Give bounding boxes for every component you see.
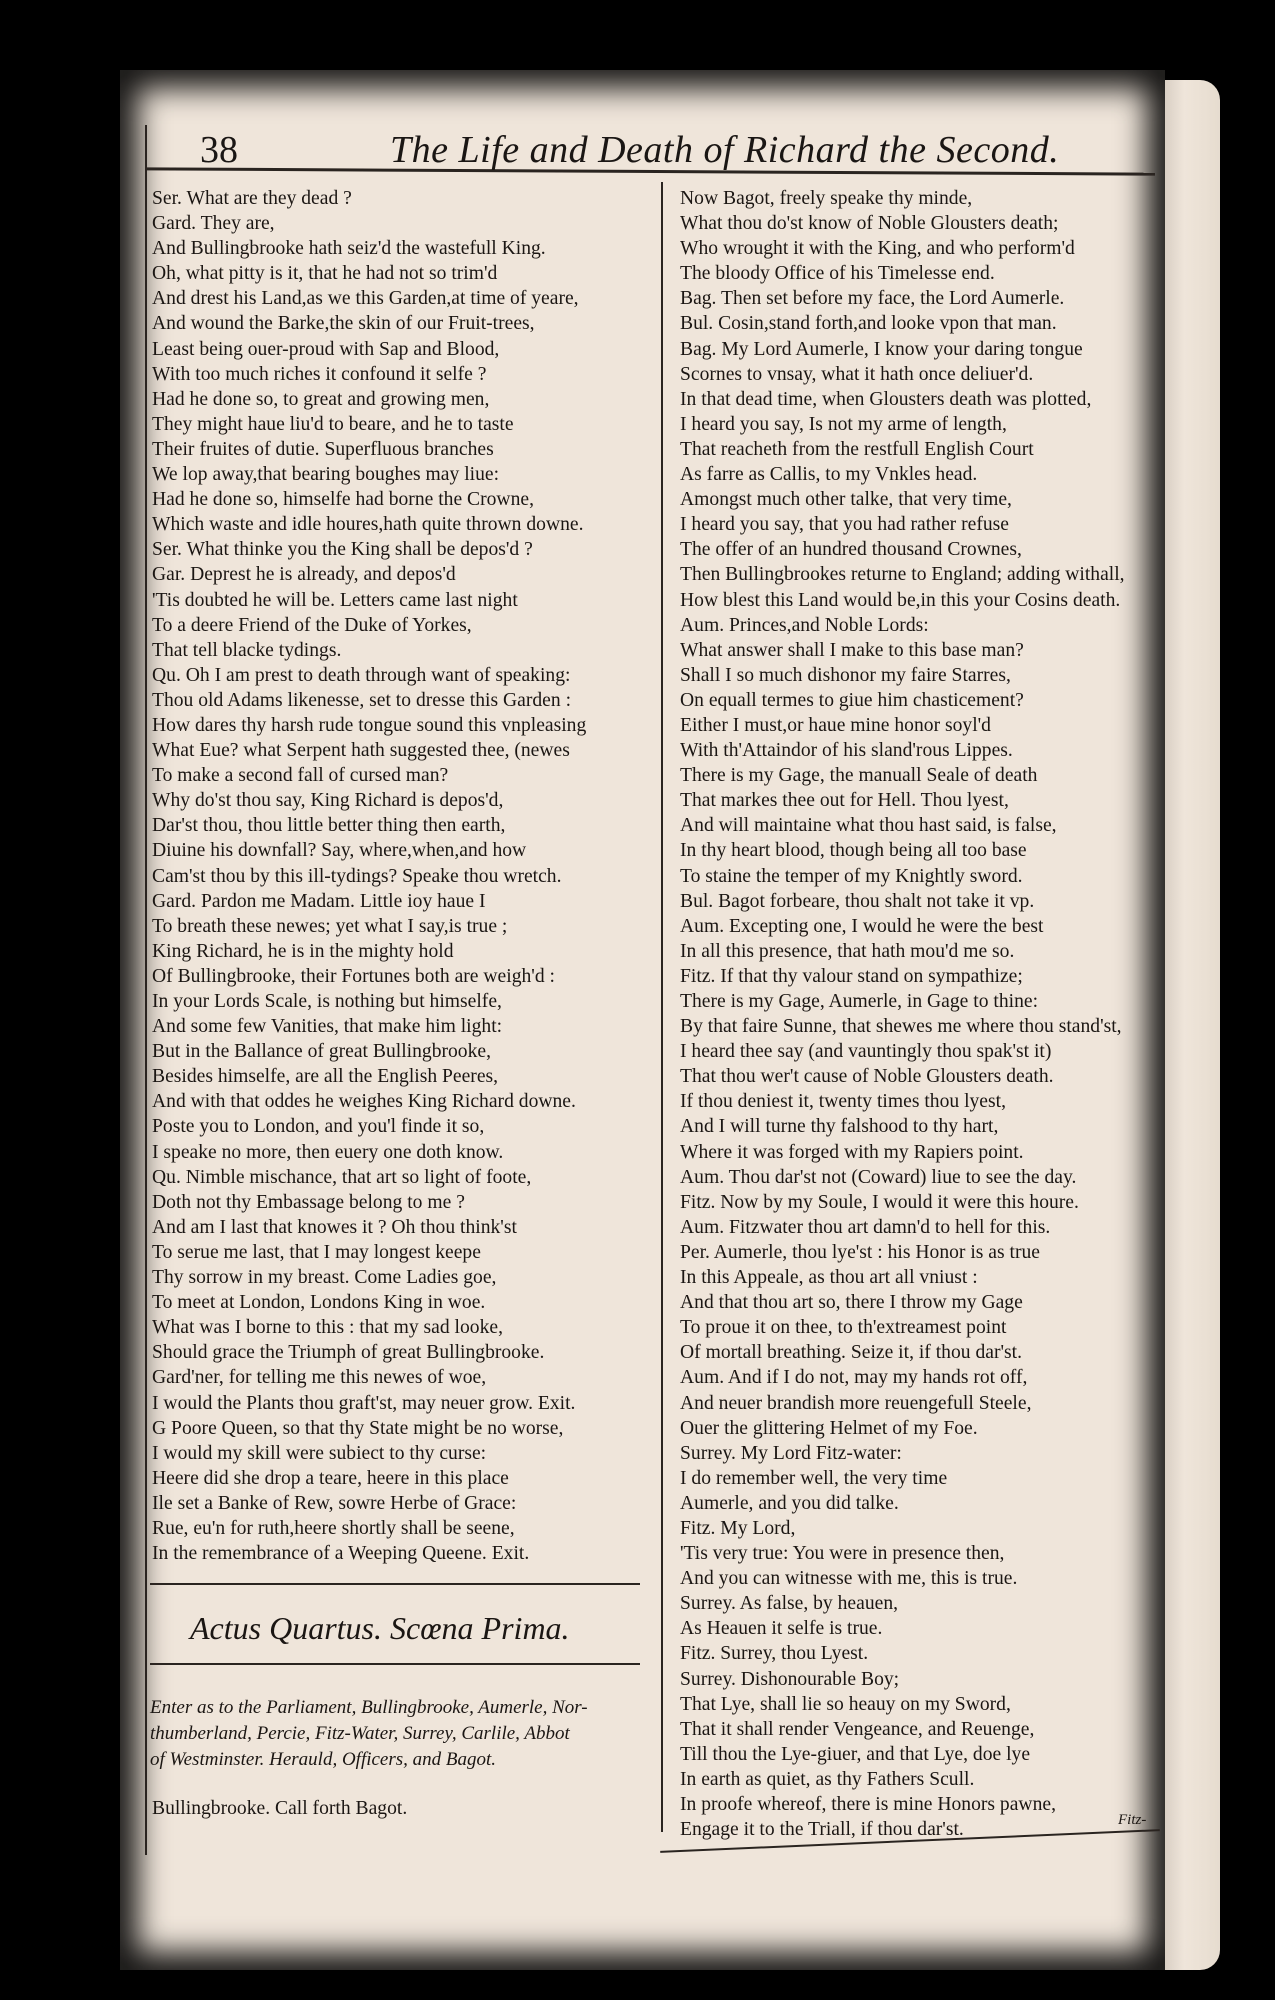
text-line: Thou old Adams likenesse, set to dresse this Garden : bbox=[152, 689, 572, 711]
text-line: Oh, what pitty is it, that he had not so trim'd bbox=[152, 263, 498, 285]
text-line: 'Tis doubted he will be. Letters came last night bbox=[152, 589, 518, 611]
text-line: Fitz. If that thy valour stand on sympathize; bbox=[680, 965, 1023, 987]
text-line: Rue, eu'n for ruth,heere shortly shall be seene, bbox=[152, 1517, 515, 1539]
text-line: 'Tis very true: You were in presence then, bbox=[680, 1543, 1005, 1565]
text-line: I heard you say, Is not my arme of length, bbox=[680, 413, 1007, 435]
text-line: Gard. Pardon me Madam. Little ioy haue I bbox=[152, 890, 486, 912]
text-line: Scornes to vnsay, what it hath once deliuer'd. bbox=[680, 363, 1034, 385]
text-line: Then Bullingbrookes returne to England; adding withall, bbox=[680, 564, 1125, 586]
text-line: As Heauen it selfe is true. bbox=[680, 1618, 883, 1640]
act-heading: Actus Quartus. Scœna Prima. bbox=[190, 1610, 570, 1646]
text-line: Had he done so, to great and growing men, bbox=[152, 388, 490, 410]
text-line: In the remembrance of a Weeping Queene. Exit. bbox=[152, 1543, 530, 1565]
text-line: Gar. Deprest he is already, and depos'd bbox=[152, 564, 456, 586]
text-line: To proue it on thee, to th'extreamest point bbox=[680, 1317, 1007, 1339]
text-line: Aum. And if I do not, may my hands rot off, bbox=[680, 1367, 1028, 1389]
text-line: Gard'ner, for telling me this newes of woe, bbox=[152, 1367, 487, 1389]
text-line: And am I last that knowes it ? Oh thou think'st bbox=[152, 1216, 517, 1238]
text-line: Enter as to the Parliament, Bullingbrooke, Aumerle, Nor- bbox=[150, 1697, 588, 1718]
text-line: Ouer the glittering Helmet of my Foe. bbox=[680, 1417, 978, 1439]
text-line: Gard. They are, bbox=[152, 213, 275, 235]
text-line: In all this presence, that hath mou'd me so. bbox=[680, 940, 1015, 962]
text-line: Of Bullingbrooke, their Fortunes both are weigh'd : bbox=[152, 965, 555, 987]
text-line: And will maintaine what thou hast said, is false, bbox=[680, 815, 1057, 837]
text-line: Thy sorrow in my breast. Come Ladies goe, bbox=[152, 1267, 497, 1289]
text-line: Doth not thy Embassage belong to me ? bbox=[152, 1191, 465, 1213]
text-line: Their fruites of dutie. Superfluous branches bbox=[152, 438, 494, 460]
text-line: What answer shall I make to this base man? bbox=[680, 639, 1024, 661]
text-line: And with that oddes he weighes King Richard downe. bbox=[152, 1091, 576, 1113]
text-line: Ser. What are they dead ? bbox=[152, 188, 352, 209]
text-line: To staine the temper of my Knightly sword. bbox=[680, 865, 1023, 887]
text-line: As farre as Callis, to my Vnkles head. bbox=[680, 464, 978, 486]
text-line: Dar'st thou, thou little better thing then earth, bbox=[152, 815, 506, 837]
text-line: What was I borne to this : that my sad looke, bbox=[152, 1317, 503, 1339]
text-line: King Richard, he is in the mighty hold bbox=[152, 940, 454, 962]
text-line: of Westminster. Herauld, Officers, and Bagot. bbox=[150, 1749, 497, 1770]
text-line: That reacheth from the restfull English Court bbox=[680, 438, 1034, 460]
text-line: I heard you say, that you had rather refuse bbox=[680, 514, 1009, 536]
text-line: There is my Gage, Aumerle, in Gage to thine: bbox=[680, 991, 1039, 1012]
text-line: And neuer brandish more reuengefull Steele, bbox=[680, 1392, 1032, 1414]
text-line: Fitz. Surrey, thou Lyest. bbox=[680, 1643, 869, 1665]
text-line: Aumerle, and you did talke. bbox=[680, 1492, 899, 1514]
text-line: And Bullingbrooke hath seiz'd the wastefull King. bbox=[152, 238, 546, 260]
text-line: Surrey. As false, by heauen, bbox=[680, 1593, 899, 1615]
text-line: Of mortall breathing. Seize it, if thou dar'st. bbox=[680, 1342, 1022, 1364]
text-line: G Poore Queen, so that thy State might be no worse, bbox=[152, 1417, 564, 1439]
text-line: By that faire Sunne, that shewes me where thou stand'st, bbox=[680, 1016, 1122, 1038]
text-line: To make a second fall of cursed man? bbox=[152, 765, 449, 787]
column-divider bbox=[661, 182, 663, 1832]
text-line: How blest this Land would be,in this your Cosins death. bbox=[680, 589, 1121, 611]
text-line: I do remember well, the very time bbox=[680, 1467, 948, 1489]
text-line: Aum. Fitzwater thou art damn'd to hell for this. bbox=[680, 1216, 1051, 1238]
text-line: On equall termes to giue him chasticement? bbox=[680, 689, 1024, 711]
text-line: Where it was forged with my Rapiers point. bbox=[680, 1141, 1024, 1163]
text-line: Bag. My Lord Aumerle, I know your daring tongue bbox=[680, 338, 1083, 360]
text-line: They might haue liu'd to beare, and he to taste bbox=[152, 413, 514, 435]
text-line: Qu. Oh I am prest to death through want of speaking: bbox=[152, 664, 571, 686]
text-line: In your Lords Scale, is nothing but himselfe, bbox=[152, 991, 502, 1012]
left-column bbox=[152, 186, 657, 1566]
text-line: Cam'st thou by this ill-tydings? Speake thou wretch. bbox=[152, 865, 562, 887]
text-line: With th'Attaindor of his sland'rous Lippes. bbox=[680, 740, 1013, 762]
text-line: The offer of an hundred thousand Crownes, bbox=[680, 539, 1022, 561]
text-line: And some few Vanities, that make him light: bbox=[152, 1016, 503, 1038]
text-line: That thou wer't cause of Noble Glousters death. bbox=[680, 1066, 1054, 1088]
text-line: To meet at London, Londons King in woe. bbox=[152, 1292, 486, 1314]
text-line: Why do'st thou say, King Richard is depos'd, bbox=[152, 790, 504, 812]
text-line: We lop away,that bearing boughes may liue: bbox=[152, 464, 500, 486]
act-rule-top bbox=[150, 1583, 640, 1585]
running-title: The Life and Death of Richard the Second. bbox=[390, 129, 1060, 171]
text-line: I heard thee say (and vauntingly thou spak'st it) bbox=[680, 1041, 1052, 1063]
text-line: thumberland, Percie, Fitz-Water, Surrey, Carlile, Abbot bbox=[150, 1723, 570, 1744]
text-line: Amongst much other talke, that very time, bbox=[680, 489, 1012, 511]
text-line: Surrey. Dishonourable Boy; bbox=[680, 1668, 900, 1690]
text-line: In that dead time, when Glousters death was plotted, bbox=[680, 388, 1092, 410]
text-line: Aum. Princes,and Noble Lords: bbox=[680, 614, 929, 636]
text-line: Who wrought it with the King, and who perform'd bbox=[680, 238, 1075, 260]
text-line: With too much riches it confound it selfe ? bbox=[152, 363, 487, 385]
text-line: That markes thee out for Hell. Thou lyest, bbox=[680, 790, 1009, 812]
text-line: That it shall render Vengeance, and Reuenge, bbox=[680, 1718, 1035, 1740]
page-edge bbox=[1165, 80, 1220, 1970]
text-line: To a deere Friend of the Duke of Yorkes, bbox=[152, 614, 472, 636]
text-line: I speake no more, then euery one doth know. bbox=[152, 1141, 504, 1163]
text-line: Till thou the Lye-giuer, and that Lye, doe lye bbox=[680, 1743, 1031, 1765]
text-line: And drest his Land,as we this Garden,at time of yeare, bbox=[152, 288, 579, 310]
text-line: Bul. Bagot forbeare, thou shalt not take it vp. bbox=[680, 890, 1035, 912]
text-line: Ser. What thinke you the King shall be depos'd ? bbox=[152, 539, 533, 561]
text-line: And wound the Barke,the skin of our Fruit-trees, bbox=[152, 313, 535, 335]
text-line: Poste you to London, and you'l finde it so, bbox=[152, 1116, 485, 1138]
act-rule-bottom bbox=[150, 1663, 640, 1665]
text-line: In this Appeale, as thou art all vniust : bbox=[680, 1267, 978, 1289]
text-line: Fitz. My Lord, bbox=[680, 1517, 796, 1539]
text-line: Fitz. Now by my Soule, I would it were this houre. bbox=[680, 1191, 1079, 1213]
text-line: I would the Plants thou graft'st, may neuer grow. Exit. bbox=[152, 1392, 576, 1414]
text-line: And you can witnesse with me, this is true. bbox=[680, 1568, 1018, 1590]
text-line: Surrey. My Lord Fitz-water: bbox=[680, 1442, 902, 1464]
text-line: Had he done so, himselfe had borne the Crowne, bbox=[152, 489, 534, 511]
text-line: Ile set a Banke of Rew, sowre Herbe of Grace: bbox=[152, 1492, 517, 1514]
text-line: Besides himselfe, are all the English Peeres, bbox=[152, 1066, 499, 1088]
text-line: And I will turne thy falshood to thy hart, bbox=[680, 1116, 999, 1138]
text-line: Which waste and idle houres,hath quite thrown downe. bbox=[152, 514, 584, 536]
text-line: Bul. Cosin,stand forth,and looke vpon that man. bbox=[680, 313, 1057, 335]
catchword: Fitz- bbox=[1118, 1812, 1147, 1828]
text-line: In proofe whereof, there is mine Honors pawne, bbox=[680, 1794, 1056, 1815]
text-line: What Eue? what Serpent hath suggested thee, (newes bbox=[152, 740, 570, 762]
text-line: I would my skill were subiect to thy curse: bbox=[152, 1442, 487, 1464]
text-line: To breath these newes; yet what I say,is true ; bbox=[152, 915, 508, 937]
text-line: Engage it to the Triall, if thou dar'st. bbox=[680, 1819, 964, 1841]
text-line: To serue me last, that I may longest keepe bbox=[152, 1241, 481, 1263]
text-line: If thou deniest it, twenty times thou lyest, bbox=[680, 1091, 1006, 1113]
text-line: But in the Ballance of great Bullingbrooke, bbox=[152, 1041, 491, 1063]
text-line: Aum. Excepting one, I would he were the best bbox=[680, 915, 1044, 937]
text-line: Heere did she drop a teare, heere in this place bbox=[152, 1467, 509, 1489]
text-line: In earth as quiet, as thy Fathers Scull. bbox=[680, 1768, 975, 1790]
stage-direction bbox=[150, 1695, 655, 1773]
text-line: Now Bagot, freely speake thy minde, bbox=[680, 188, 973, 209]
text-line: Should grace the Triumph of great Bullingbrooke. bbox=[152, 1342, 545, 1364]
text-line: Diuine his downfall? Say, where,when,and how bbox=[152, 840, 527, 862]
text-line: How dares thy harsh rude tongue sound this vnpleasing bbox=[152, 714, 587, 736]
text-line: The bloody Office of his Timelesse end. bbox=[680, 263, 995, 285]
text-line: And that thou art so, there I throw my Gage bbox=[680, 1292, 1023, 1314]
text-line: There is my Gage, the manuall Seale of death bbox=[680, 765, 1038, 787]
text-line: That tell blacke tydings. bbox=[152, 639, 342, 661]
text-line: Per. Aumerle, thou lye'st : his Honor is as true bbox=[680, 1241, 1040, 1263]
final-speech-line: Bullingbrooke. Call forth Bagot. bbox=[152, 1798, 408, 1819]
text-line: What thou do'st know of Noble Glousters death; bbox=[680, 213, 1059, 235]
text-line: Bag. Then set before my face, the Lord Aumerle. bbox=[680, 288, 1065, 310]
text-line: Aum. Thou dar'st not (Coward) liue to see the day. bbox=[680, 1166, 1077, 1188]
text-line: Qu. Nimble mischance, that art so light of foote, bbox=[152, 1166, 532, 1188]
text-line: In thy heart blood, though being all too base bbox=[680, 840, 1027, 862]
page-number: 38 bbox=[200, 129, 238, 171]
text-line: Either I must,or haue mine honor soyl'd bbox=[680, 714, 991, 736]
text-line: That Lye, shall lie so heauy on my Sword, bbox=[680, 1693, 1011, 1715]
text-line: Least being ouer-proud with Sap and Blood, bbox=[152, 338, 500, 360]
text-line: Shall I so much dishonor my faire Starres, bbox=[680, 664, 1011, 686]
right-column bbox=[680, 186, 1160, 1842]
